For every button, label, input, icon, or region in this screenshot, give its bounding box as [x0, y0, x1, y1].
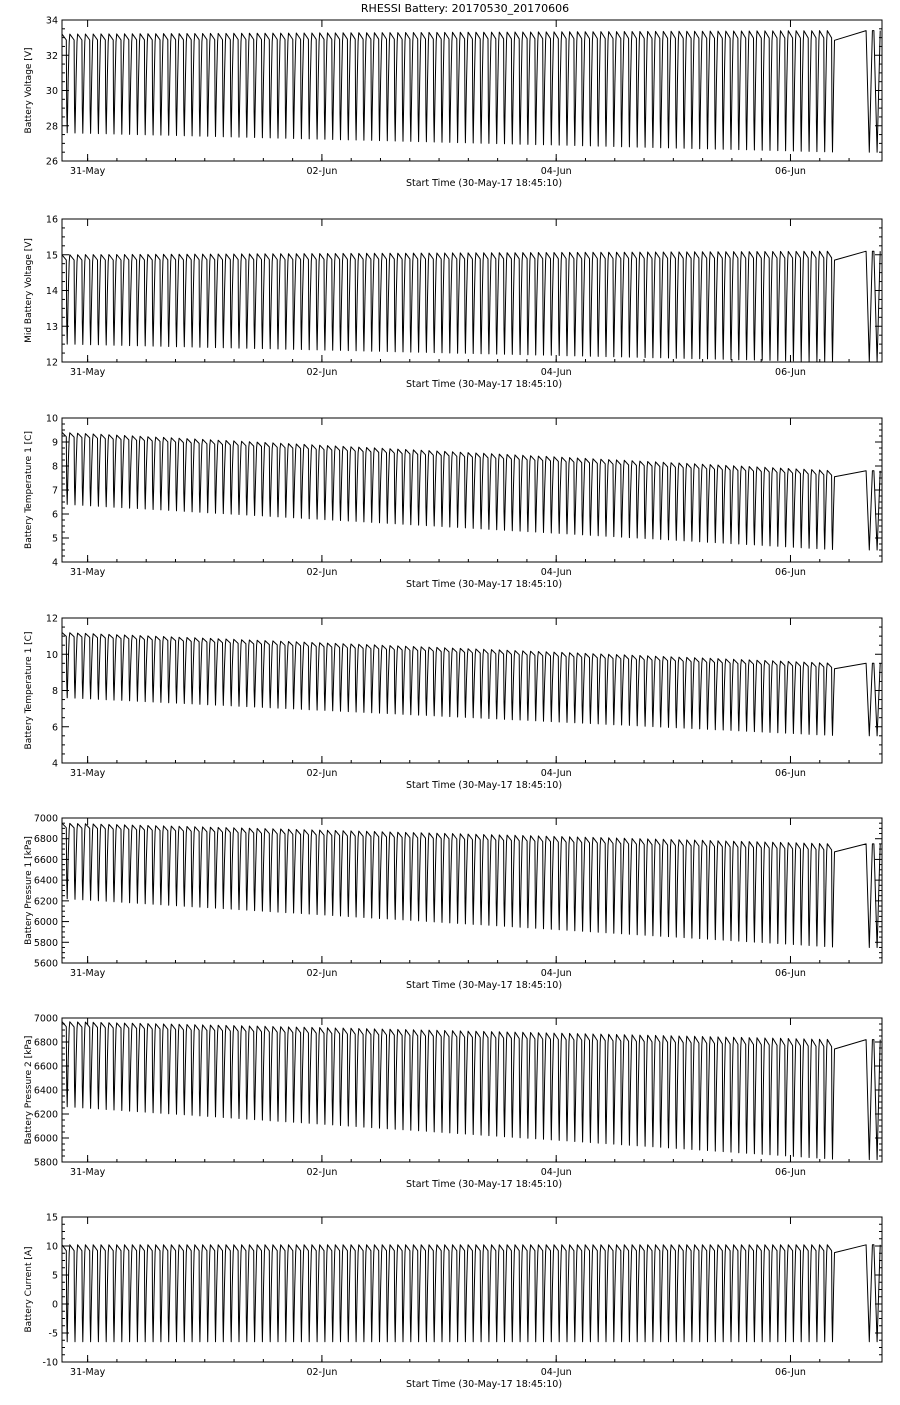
y-tick-label: -5 [48, 1328, 58, 1340]
panel-6 [24, 1014, 882, 1191]
y-tick-label: 12 [45, 613, 58, 625]
y-tick-label: 7000 [33, 813, 58, 825]
data-line [62, 823, 880, 947]
data-line [62, 633, 880, 736]
x-tick-label: 31-May [70, 968, 106, 979]
y-tick-label: 34 [45, 15, 58, 27]
x-tick-label: 02-Jun [306, 1367, 338, 1378]
x-tick-label: 31-May [70, 367, 106, 378]
x-axis-title: Start Time (30-May-17 18:45:10) [405, 579, 563, 590]
y-tick-label: 13 [45, 321, 58, 333]
x-tick-label: 04-Jun [540, 367, 572, 378]
x-tick-label: 04-Jun [540, 1367, 572, 1378]
y-tick-label: 6 [51, 722, 58, 734]
y-tick-label: 6800 [33, 834, 58, 846]
y-tick-label: 6400 [33, 1085, 58, 1097]
x-tick-label: 31-May [70, 1167, 106, 1178]
data-line [62, 1022, 880, 1160]
x-axis-title: Start Time (30-May-17 18:45:10) [405, 1379, 563, 1390]
y-tick-label: 32 [45, 50, 58, 62]
panel-4 [24, 614, 882, 792]
x-tick-label: 31-May [70, 166, 106, 177]
panel-2 [24, 215, 882, 391]
x-tick-label: 04-Jun [540, 968, 572, 979]
y-tick-label: 7 [51, 485, 58, 497]
x-tick-label: 31-May [70, 567, 106, 578]
y-axis-title: Battery Voltage [V] [24, 47, 34, 134]
y-tick-label: 4 [51, 758, 58, 770]
y-tick-label: 5600 [33, 958, 58, 970]
x-axis-title: Start Time (30-May-17 18:45:10) [405, 178, 563, 189]
x-axis-title: Start Time (30-May-17 18:45:10) [405, 1179, 563, 1190]
x-tick-label: 04-Jun [540, 768, 572, 779]
y-tick-label: 10 [45, 649, 58, 661]
y-axis-title: Battery Temperature 1 [C] [24, 631, 34, 750]
y-tick-label: 30 [45, 86, 58, 97]
y-axis-title: Battery Temperature 1 [C] [24, 431, 34, 549]
y-axis-title: Battery Current [A] [24, 1246, 34, 1333]
data-line [62, 251, 880, 362]
x-tick-label: 02-Jun [306, 367, 338, 378]
y-axis-title: Battery Pressure 2 [kPa] [24, 1035, 34, 1145]
y-tick-label: 5800 [33, 1157, 58, 1169]
x-axis-title: Start Time (30-May-17 18:45:10) [405, 980, 563, 991]
x-tick-label: 04-Jun [540, 1167, 572, 1178]
y-tick-label: 5 [51, 533, 58, 545]
y-tick-label: 6 [51, 509, 58, 521]
y-tick-label: 6600 [33, 1061, 58, 1073]
y-tick-label: 12 [45, 357, 58, 369]
data-line [62, 432, 880, 550]
y-tick-label: 5800 [33, 937, 58, 949]
figure-title: RHESSI Battery: 20170530_20170606 [360, 2, 570, 15]
x-tick-label: 06-Jun [775, 968, 806, 979]
y-tick-label: 10 [45, 1241, 58, 1253]
x-tick-label: 31-May [70, 1367, 106, 1378]
y-tick-label: 9 [51, 437, 58, 449]
y-tick-label: 14 [45, 286, 58, 297]
panel-5 [24, 814, 882, 992]
y-tick-label: 28 [45, 121, 58, 133]
x-tick-label: 04-Jun [540, 567, 572, 578]
y-tick-label: 6400 [33, 875, 58, 887]
y-tick-label: 15 [45, 250, 58, 262]
panel-3 [24, 414, 882, 591]
y-tick-label: 8 [51, 461, 58, 473]
y-tick-label: 6200 [33, 896, 58, 908]
y-tick-label: -10 [42, 1357, 58, 1369]
y-tick-label: 6000 [33, 1133, 58, 1145]
y-tick-label: 26 [45, 156, 58, 168]
y-tick-label: 6000 [33, 917, 58, 929]
y-tick-label: 8 [51, 686, 58, 697]
x-axis-title: Start Time (30-May-17 18:45:10) [405, 379, 563, 390]
panel-7 [24, 1213, 882, 1391]
y-tick-label: 10 [45, 413, 58, 425]
x-tick-label: 02-Jun [306, 968, 338, 979]
y-tick-label: 6200 [33, 1109, 58, 1121]
data-line [62, 1245, 880, 1342]
x-tick-label: 06-Jun [775, 768, 806, 779]
x-tick-label: 02-Jun [306, 768, 338, 779]
x-axis-title: Start Time (30-May-17 18:45:10) [405, 780, 563, 791]
x-tick-label: 06-Jun [775, 567, 806, 578]
y-tick-label: 4 [51, 557, 58, 569]
x-tick-label: 02-Jun [306, 567, 338, 578]
y-tick-label: 16 [45, 214, 58, 226]
y-tick-label: 0 [51, 1299, 58, 1311]
x-tick-label: 31-May [70, 768, 106, 779]
x-tick-label: 06-Jun [775, 1367, 806, 1378]
x-tick-label: 02-Jun [306, 1167, 338, 1178]
x-tick-label: 06-Jun [775, 166, 806, 177]
y-tick-label: 7000 [33, 1013, 58, 1025]
x-tick-label: 06-Jun [775, 367, 806, 378]
y-axis-title: Mid Battery Voltage [V] [24, 238, 34, 343]
data-line [62, 31, 880, 153]
plot-frame [62, 219, 882, 362]
y-tick-label: 6600 [33, 854, 58, 866]
panel-1 [24, 16, 882, 190]
x-tick-label: 06-Jun [775, 1167, 806, 1178]
y-tick-label: 15 [45, 1212, 58, 1224]
x-tick-label: 02-Jun [306, 166, 338, 177]
y-tick-label: 6800 [33, 1037, 58, 1049]
y-tick-label: 5 [51, 1270, 58, 1282]
x-tick-label: 04-Jun [540, 166, 572, 177]
y-axis-title: Battery Pressure 1 [kPa] [24, 836, 34, 945]
